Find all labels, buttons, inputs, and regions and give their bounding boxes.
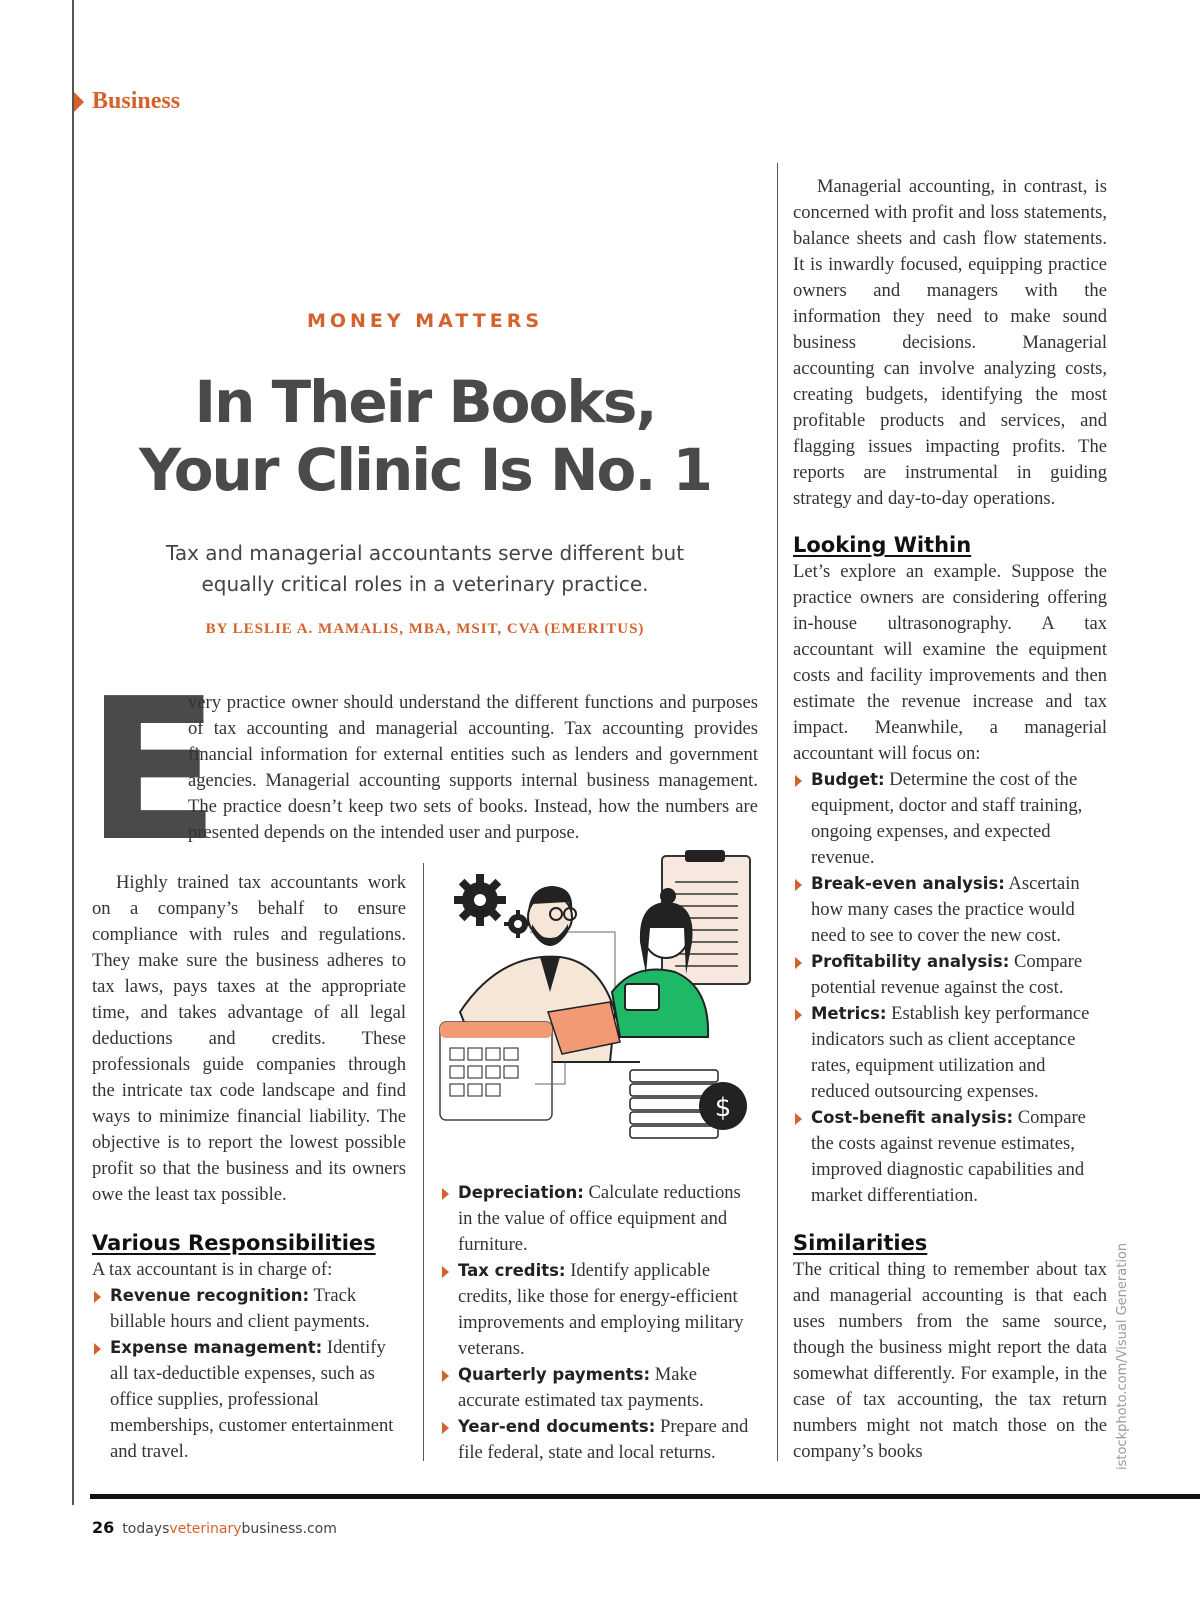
list-item-text: Track billable hours and client payments.: [110, 1285, 370, 1332]
looking-within-lead: Let’s explore an example. Suppose the practice owners are considering offering in-house ultrasonography. A tax accountant will examine the equipment costs and facility improvements and then estimate the revenue increase and tax impact. Meanwhile, a managerial accountant will focus on:: [793, 561, 1107, 764]
headline-line-1: In Their Books,: [194, 368, 656, 436]
list-item: [793, 871, 1107, 949]
bullet-arrow-icon: [442, 1266, 449, 1278]
drop-cap: [86, 657, 220, 885]
column-divider: [777, 163, 778, 1461]
list-item-term: Expense management:: [110, 1338, 323, 1357]
list-item-term: Budget:: [811, 770, 885, 789]
section-arrow-icon: [74, 92, 84, 112]
bullet-arrow-icon: [94, 1343, 101, 1355]
article-headline: [90, 368, 760, 504]
headline-line-2: Your Clinic Is No. 1: [139, 436, 711, 504]
list-item-term: Year-end documents:: [458, 1417, 656, 1436]
similarities-heading: Similarities: [793, 1231, 928, 1255]
bullet-arrow-icon: [795, 775, 802, 787]
bullet-arrow-icon: [795, 879, 802, 891]
column-3-text: [793, 174, 1107, 512]
list-item-term: Cost-benefit analysis:: [811, 1108, 1014, 1127]
tax-accountants-paragraph: Highly trained tax accountants work on a company’s behalf to ensure compliance with rules and regulations. They make sure the business adheres to tax laws, pays taxes at the appropriate time, and takes advantage of all legal deductions and credits. These professionals guide companies through the intricate tax code landscape and find ways to minimize financial liability. The objective is to report the lowest possible profit so that the business and its owners owe the least tax possible.: [92, 872, 406, 1205]
list-item-text: Ascertain how many cases the practice would need to see to cover the new cost.: [811, 873, 1080, 946]
site-prefix: todays: [122, 1521, 170, 1537]
list-item: [440, 1180, 758, 1258]
responsibilities-section: [92, 1229, 406, 1465]
site-highlight: veterinary: [169, 1521, 242, 1537]
bullet-arrow-icon: [94, 1291, 101, 1303]
site-suffix: business.com: [241, 1521, 337, 1537]
page-number: 26: [92, 1518, 115, 1537]
similarities-section: [793, 1229, 1107, 1465]
list-item-term: Metrics:: [811, 1004, 887, 1023]
list-item-text: Prepare and file federal, state and local returns.: [458, 1416, 749, 1463]
list-item-term: Quarterly payments:: [458, 1365, 651, 1384]
bullet-arrow-icon: [795, 957, 802, 969]
looking-within-heading: Looking Within: [793, 533, 972, 557]
list-item: [92, 1335, 406, 1465]
responsibilities-heading: Various Responsibilities: [92, 1231, 376, 1255]
list-item-term: Profitability analysis:: [811, 952, 1010, 971]
bullet-arrow-icon: [795, 1113, 802, 1125]
footer-rule: [90, 1494, 1200, 1499]
drop-cap-letter: E: [86, 657, 220, 885]
bullet-arrow-icon: [442, 1370, 449, 1382]
article-deck: [150, 538, 700, 600]
list-item-text: Identify applicable credits, like those for energy-efficient improvements and employing military veterans.: [458, 1260, 744, 1359]
list-item-term: Revenue recognition:: [110, 1286, 310, 1305]
responsibilities-lead: A tax accountant is in charge of:: [92, 1259, 333, 1280]
list-item-term: Break-even analysis:: [811, 874, 1005, 893]
deck-line-2: equally critical roles in a veterinary practice.: [201, 572, 649, 596]
accountants-illustration-icon: [440, 862, 760, 1162]
list-item: [92, 1283, 406, 1335]
intro-paragraph: very practice owner should understand the different functions and purposes of tax accounting and managerial accounting. Tax accounting provides financial information for external entities such as lenders and government agencies. Managerial accounting supports internal business management. The practice doesn’t keep two sets of books. Instead, how the numbers are presented depends on the intended user and purpose.: [188, 692, 758, 843]
article-kicker: MONEY MATTERS: [306, 310, 544, 332]
deck-line-1: Tax and managerial accountants serve different but: [165, 541, 685, 565]
list-item-text: Make accurate estimated tax payments.: [458, 1364, 704, 1411]
list-item: [440, 1362, 758, 1414]
list-item-term: Tax credits:: [458, 1261, 566, 1280]
column-divider: [423, 863, 424, 1461]
article-byline: BY LESLIE A. MAMALIS, MBA, MSIT, CVA (EMERITUS): [205, 621, 645, 637]
managerial-accounting-paragraph: Managerial accounting, in contrast, is concerned with profit and loss statements, balance sheets and cash flow statements. It is inwardly focused, equipping practice owners and managers with the information they need to make sound business decisions. Managerial accounting can involve analyzing costs, creating budgets, identifying the most profitable products and services, and flagging issues impacting profits. The reports are instrumental in guiding strategy and day-to-day operations.: [793, 176, 1107, 509]
list-item: [440, 1258, 758, 1362]
similarities-text: The critical thing to remember about tax and managerial accounting is that each uses numbers from the same source, though the business might report the data somewhat differently. For example, in the case of tax accounting, the tax return numbers might not match those on the company’s books: [793, 1259, 1107, 1462]
list-item-text: Compare the costs against revenue estimates, improved diagnostic capabilities and market differentiation.: [811, 1107, 1086, 1206]
column-1-text: [92, 870, 406, 1208]
list-item: [793, 949, 1107, 1001]
bullet-arrow-icon: [442, 1422, 449, 1434]
photo-credit: istockphoto.com/Visual Generation: [1115, 1242, 1130, 1470]
list-item-text: Compare potential revenue against the cost.: [811, 951, 1083, 998]
list-item: [793, 767, 1107, 871]
bullet-arrow-icon: [795, 1009, 802, 1021]
left-margin-rule: [72, 0, 74, 1505]
responsibilities-list-continued: [440, 1180, 758, 1466]
bullet-arrow-icon: [442, 1188, 449, 1200]
section-tag: [74, 88, 180, 115]
list-item-text: Calculate reductions in the value of office equipment and furniture.: [458, 1182, 741, 1255]
list-item-text: Determine the cost of the equipment, doctor and staff training, ongoing expenses, and expected revenue.: [811, 769, 1083, 868]
looking-within-section: [793, 531, 1107, 1209]
list-item-text: Establish key performance indicators such as client acceptance rates, equipment utilization and reduced outsourcing expenses.: [811, 1003, 1090, 1102]
svg-text:$: $: [714, 1093, 732, 1123]
list-item: [793, 1105, 1107, 1209]
list-item-text: Identify all tax-deductible expenses, such as office supplies, professional memberships, customer entertainment and travel.: [110, 1337, 394, 1462]
list-item: [440, 1414, 758, 1466]
page-footer: [92, 1518, 337, 1537]
list-item: [793, 1001, 1107, 1105]
section-label: Business: [92, 88, 181, 114]
list-item-term: Depreciation:: [458, 1183, 584, 1202]
